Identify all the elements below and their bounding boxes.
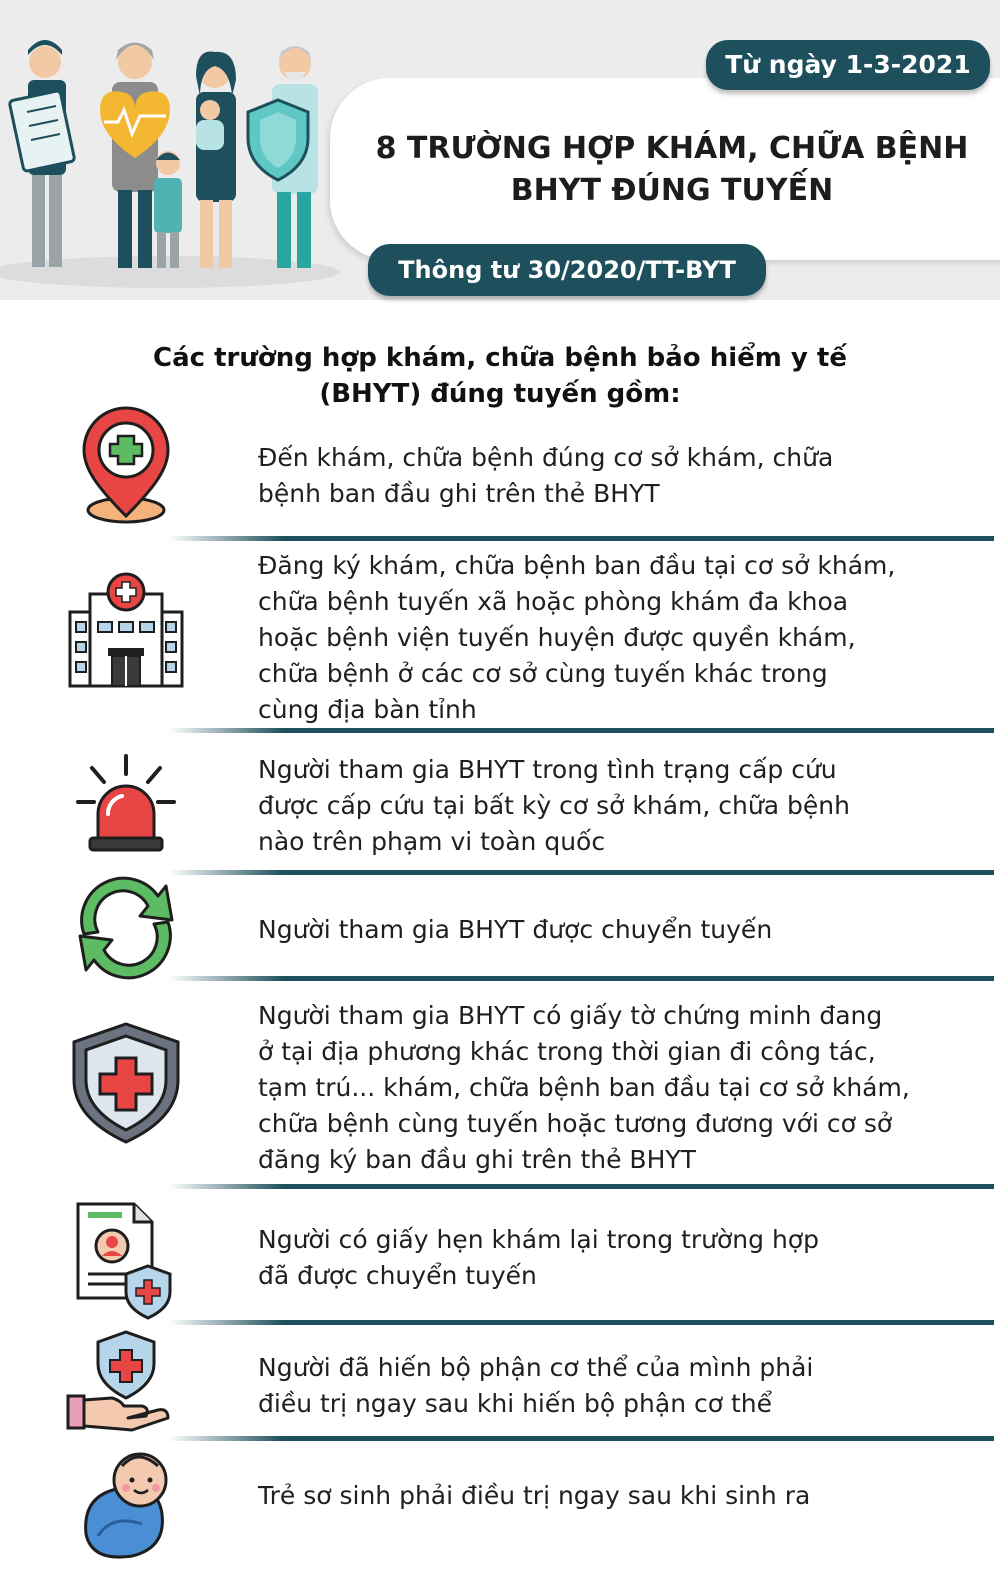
item-line: Người đã hiến bộ phận cơ thể của mình phải bbox=[258, 1353, 814, 1382]
intro-heading bbox=[100, 340, 900, 412]
emergency-siren-icon bbox=[62, 744, 190, 872]
item-line: đã được chuyển tuyến bbox=[258, 1261, 537, 1290]
intro-heading-line-1: Các trường hợp khám, chữa bệnh bảo hiểm y tế bbox=[153, 343, 847, 373]
divider bbox=[168, 1184, 994, 1189]
item-line: Đến khám, chữa bệnh đúng cơ sở khám, chữa bbox=[258, 443, 834, 472]
item-line: bệnh ban đầu ghi trên thẻ BHYT bbox=[258, 479, 660, 508]
divider bbox=[168, 1320, 994, 1325]
item-text bbox=[258, 998, 948, 1178]
item-line: Đăng ký khám, chữa bệnh ban đầu tại cơ sở khám, bbox=[258, 551, 896, 580]
divider bbox=[168, 536, 994, 541]
item-text bbox=[258, 752, 948, 860]
item-text bbox=[258, 1478, 948, 1514]
page-title-line-1: 8 TRƯỜNG HỢP KHÁM, CHỮA BỆNH bbox=[375, 131, 969, 166]
page-title-line-2: BHYT ĐÚNG TUYẾN bbox=[510, 173, 834, 208]
item-line: Người tham gia BHYT có giấy tờ chứng minh đang bbox=[258, 1001, 883, 1030]
item-text bbox=[258, 440, 948, 512]
item-line: điều trị ngay sau khi hiến bộ phận cơ thể bbox=[258, 1389, 773, 1418]
item-line: chữa bệnh tuyến xã hoặc phòng khám đa khoa bbox=[258, 587, 849, 616]
item-line: Người có giấy hẹn khám lại trong trường hợp bbox=[258, 1225, 819, 1254]
item-text bbox=[258, 1350, 948, 1422]
item-line: cùng địa bàn tỉnh bbox=[258, 695, 477, 724]
item-line: hoặc bệnh viện tuyến huyện được quyền khám, bbox=[258, 623, 856, 652]
item-line: tạm trú... khám, chữa bệnh ban đầu tại cơ sở khám, bbox=[258, 1073, 910, 1102]
divider bbox=[168, 870, 994, 875]
hospital-building-icon bbox=[62, 566, 190, 694]
item-text bbox=[258, 1222, 948, 1294]
location-pin-medical-icon bbox=[62, 404, 190, 532]
item-line: ở tại địa phương khác trong thời gian đi công tác, bbox=[258, 1037, 876, 1066]
divider bbox=[168, 728, 994, 733]
medical-document-icon bbox=[62, 1196, 190, 1324]
refresh-arrows-icon bbox=[62, 864, 190, 992]
newborn-baby-icon bbox=[62, 1444, 190, 1572]
page-title bbox=[372, 128, 972, 212]
item-line: Người tham gia BHYT được chuyển tuyến bbox=[258, 915, 773, 944]
item-line: đăng ký ban đầu ghi trên thẻ BHYT bbox=[258, 1145, 696, 1174]
item-text bbox=[258, 912, 948, 948]
hand-shield-icon bbox=[62, 1326, 190, 1454]
item-line: Trẻ sơ sinh phải điều trị ngay sau khi sinh ra bbox=[258, 1481, 811, 1510]
item-line: được cấp cứu tại bất kỳ cơ sở khám, chữa bệnh bbox=[258, 791, 850, 820]
item-line: chữa bệnh ở các cơ sở cùng tuyến khác trong bbox=[258, 659, 828, 688]
divider bbox=[168, 1436, 994, 1441]
circular-reference-badge: Thông tư 30/2020/TT-BYT bbox=[368, 244, 766, 296]
intro-heading-line-2: (BHYT) đúng tuyến gồm: bbox=[319, 379, 681, 409]
item-line: Người tham gia BHYT trong tình trạng cấp cứu bbox=[258, 755, 837, 784]
item-line: chữa bệnh cùng tuyến hoặc tương đương với cơ sở bbox=[258, 1109, 893, 1138]
item-text bbox=[258, 548, 948, 728]
shield-cross-icon bbox=[62, 1018, 190, 1146]
item-line: nào trên phạm vi toàn quốc bbox=[258, 827, 606, 856]
divider bbox=[168, 976, 994, 981]
effective-date-badge: Từ ngày 1-3-2021 bbox=[706, 40, 990, 90]
